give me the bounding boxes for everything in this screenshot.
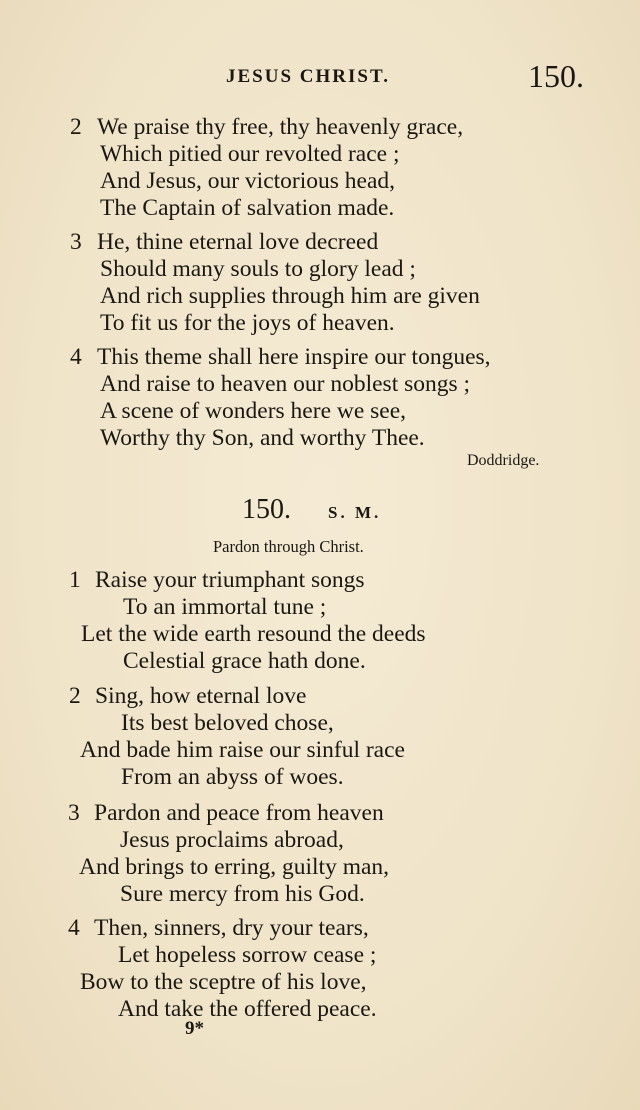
verse-line: Sing, how eternal love — [95, 683, 307, 709]
running-title: JESUS CHRIST. — [226, 66, 390, 87]
verse-line: And raise to heaven our noblest songs ; — [100, 371, 471, 397]
verse-line: To fit us for the joys of heaven. — [100, 310, 395, 336]
verse-line: To an immortal tune ; — [123, 594, 327, 620]
verse-line: Celestial grace hath done. — [123, 648, 366, 674]
verse-line: Jesus proclaims abroad, — [120, 827, 344, 853]
hymn-number: 150. — [242, 494, 291, 525]
verse-line: Pardon and peace from heaven — [94, 800, 384, 826]
verse-line: This theme shall here inspire our tongues, — [97, 344, 491, 370]
verse-line: Raise your triumphant songs — [95, 567, 365, 593]
verse-line: And brings to erring, guilty man, — [79, 854, 390, 880]
stanza-number: 3 — [70, 229, 82, 255]
stanza-number: 4 — [70, 344, 82, 370]
verse-line: Let the wide earth resound the deeds — [81, 621, 426, 647]
verse-line: And rich supplies through him are given — [100, 283, 480, 309]
verse-line: Sure mercy from his God. — [120, 881, 365, 907]
verse-line: A scene of wonders here we see, — [100, 398, 407, 424]
verse-line: Then, sinners, dry your tears, — [94, 915, 369, 941]
page-number: 150. — [528, 58, 584, 94]
stanza-number: 3 — [68, 800, 80, 826]
verse-line: Its best beloved chose, — [121, 710, 334, 736]
verse-line: And bade him raise our sinful race — [80, 737, 405, 763]
stanza-number: 1 — [69, 567, 81, 593]
hymn-subtitle: Pardon through Christ. — [213, 537, 364, 556]
author-attribution: Doddridge. — [467, 452, 540, 469]
verse-line: Which pitied our revolted race ; — [100, 141, 400, 167]
verse-line: Should many souls to glory lead ; — [100, 256, 416, 282]
verse-line: From an abyss of woes. — [121, 764, 344, 790]
verse-line: Let hopeless sorrow cease ; — [118, 942, 377, 968]
verse-line: And Jesus, our victorious head, — [100, 168, 396, 194]
stanza-number: 2 — [69, 683, 81, 709]
hymn-meter: S. M. — [328, 503, 382, 522]
stanza-number: 4 — [68, 915, 80, 941]
verse-line: Bow to the sceptre of his love, — [80, 969, 367, 995]
hymn-heading — [242, 494, 442, 528]
verse-line: We praise thy free, thy heavenly grace, — [97, 114, 464, 140]
signature-mark: 9* — [185, 1018, 204, 1039]
verse-line: Worthy thy Son, and worthy Thee. — [100, 425, 425, 451]
verse-line: And take the offered peace. — [118, 996, 377, 1022]
verse-line: He, thine eternal love decreed — [97, 229, 379, 255]
verse-line: The Captain of salvation made. — [100, 195, 395, 221]
stanza-number: 2 — [70, 114, 82, 140]
running-head — [0, 58, 640, 98]
